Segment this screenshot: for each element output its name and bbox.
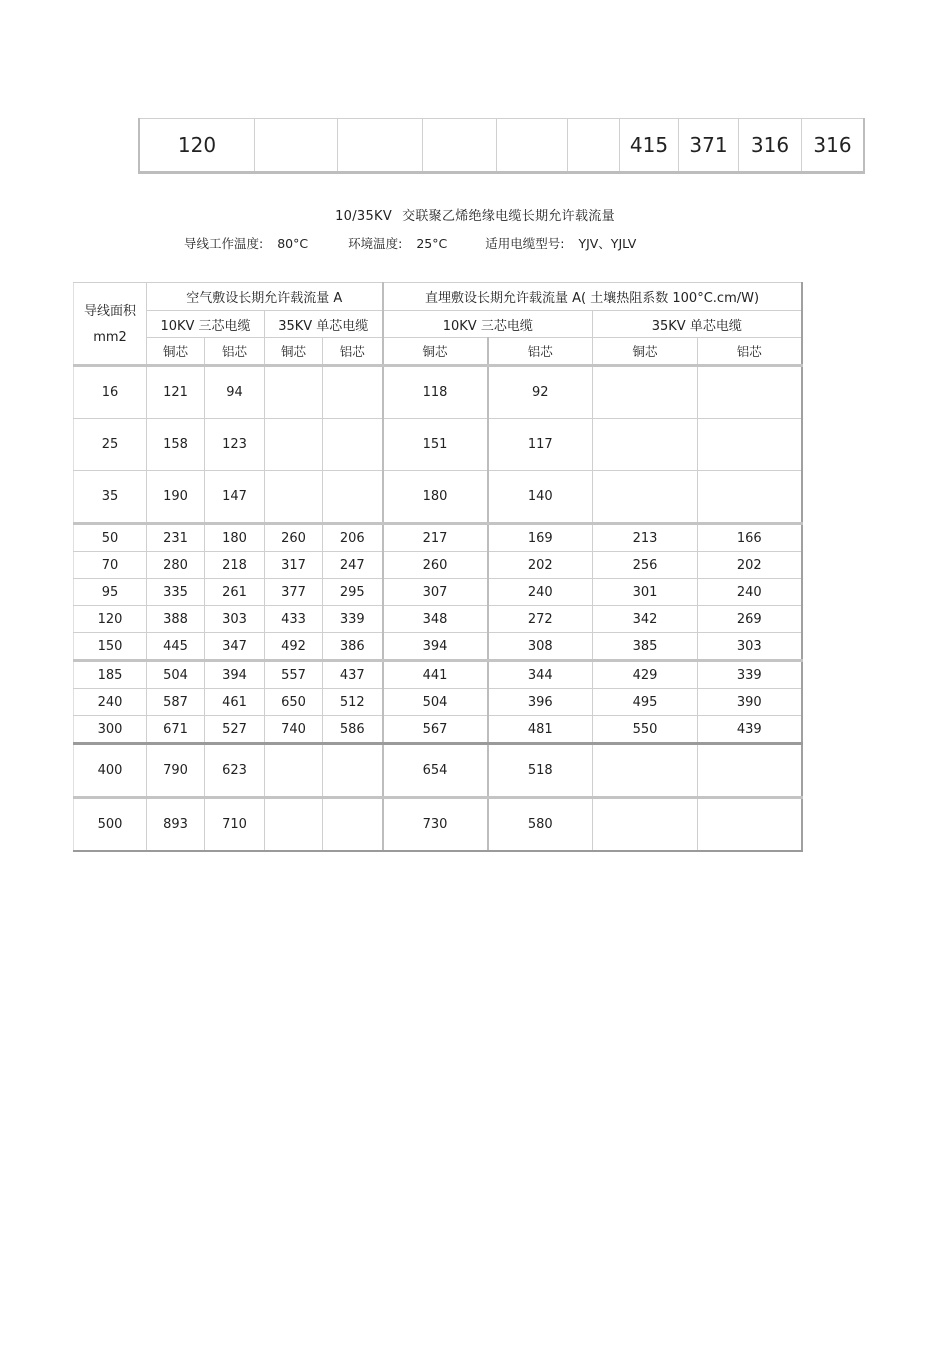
value-cell — [265, 366, 323, 419]
value-cell: 180 — [205, 524, 265, 552]
table-row — [74, 524, 802, 552]
value-cell: 180 — [383, 471, 488, 524]
cable-type-label: 适用电缆型号: — [485, 236, 565, 251]
value-cell: 339 — [698, 661, 802, 689]
header-row-3 — [74, 338, 802, 366]
value-cell: 307 — [383, 579, 488, 606]
table-title — [0, 205, 950, 224]
area-header — [74, 283, 147, 366]
sub-header: 铜芯 — [147, 338, 205, 366]
value-cell: 295 — [323, 579, 383, 606]
sub-header: 铜芯 — [383, 338, 488, 366]
sub-header: 铝芯 — [488, 338, 593, 366]
table-row — [74, 579, 802, 606]
area-header-label: 导线面积 — [83, 304, 136, 319]
value-cell: 439 — [698, 716, 802, 744]
area-cell: 95 — [74, 579, 147, 606]
sub-header: 铝芯 — [323, 338, 383, 366]
top-cell — [338, 119, 423, 173]
value-cell: 518 — [488, 744, 593, 798]
value-cell: 671 — [147, 716, 205, 744]
table-row — [74, 471, 802, 524]
value-cell: 202 — [488, 552, 593, 579]
value-cell — [593, 471, 698, 524]
area-cell: 300 — [74, 716, 147, 744]
value-cell: 587 — [147, 689, 205, 716]
table-row — [74, 419, 802, 471]
value-cell: 388 — [147, 606, 205, 633]
sub-header: 铝芯 — [698, 338, 802, 366]
value-cell: 461 — [205, 689, 265, 716]
conditions-line — [184, 234, 636, 252]
value-cell: 335 — [147, 579, 205, 606]
value-cell: 218 — [205, 552, 265, 579]
value-cell: 166 — [698, 524, 802, 552]
value-cell: 213 — [593, 524, 698, 552]
table-row — [74, 606, 802, 633]
value-cell: 240 — [488, 579, 593, 606]
value-cell — [698, 798, 802, 852]
value-cell: 654 — [383, 744, 488, 798]
buried-group-header: 直埋敷设长期允许载流量 A( 土壤热阻系数 100°C.cm/W) — [383, 283, 802, 311]
value-cell: 348 — [383, 606, 488, 633]
area-cell: 150 — [74, 633, 147, 661]
area-cell: 16 — [74, 366, 147, 419]
top-fragment-row — [139, 119, 864, 173]
value-cell: 280 — [147, 552, 205, 579]
value-cell: 730 — [383, 798, 488, 852]
value-cell — [265, 798, 323, 852]
value-cell: 117 — [488, 419, 593, 471]
area-cell: 35 — [74, 471, 147, 524]
area-cell: 400 — [74, 744, 147, 798]
value-cell: 147 — [205, 471, 265, 524]
header-row-2 — [74, 311, 802, 338]
value-cell: 481 — [488, 716, 593, 744]
top-fragment-table — [138, 118, 865, 174]
value-cell: 151 — [383, 419, 488, 471]
value-cell: 512 — [323, 689, 383, 716]
value-cell: 347 — [205, 633, 265, 661]
value-cell: 580 — [488, 798, 593, 852]
value-cell: 344 — [488, 661, 593, 689]
work-temp-value: 80°C — [277, 236, 309, 251]
value-cell — [323, 366, 383, 419]
ampacity-table — [73, 282, 803, 852]
top-cell — [497, 119, 568, 173]
value-cell — [698, 366, 802, 419]
area-cell: 240 — [74, 689, 147, 716]
value-cell: 386 — [323, 633, 383, 661]
value-cell: 217 — [383, 524, 488, 552]
value-cell: 123 — [205, 419, 265, 471]
value-cell — [323, 419, 383, 471]
buried-10kv-header: 10KV 三芯电缆 — [383, 311, 593, 338]
value-cell — [323, 471, 383, 524]
air-group-header: 空气敷设长期允许载流量 A — [147, 283, 383, 311]
table-body — [74, 366, 802, 852]
area-cell: 120 — [74, 606, 147, 633]
value-cell: 158 — [147, 419, 205, 471]
area-cell: 25 — [74, 419, 147, 471]
sub-header: 铜芯 — [593, 338, 698, 366]
table-row — [74, 716, 802, 744]
value-cell — [265, 419, 323, 471]
value-cell: 390 — [698, 689, 802, 716]
value-cell: 261 — [205, 579, 265, 606]
value-cell: 492 — [265, 633, 323, 661]
value-cell: 231 — [147, 524, 205, 552]
value-cell: 445 — [147, 633, 205, 661]
area-cell: 500 — [74, 798, 147, 852]
top-cell: 120 — [139, 119, 255, 173]
value-cell: 169 — [488, 524, 593, 552]
value-cell: 586 — [323, 716, 383, 744]
value-cell: 396 — [488, 689, 593, 716]
value-cell: 303 — [205, 606, 265, 633]
air-10kv-header: 10KV 三芯电缆 — [147, 311, 265, 338]
env-temp-label: 环境温度: — [348, 236, 403, 251]
top-cell — [255, 119, 338, 173]
value-cell: 202 — [698, 552, 802, 579]
value-cell: 710 — [205, 798, 265, 852]
top-cell: 371 — [679, 119, 739, 173]
sub-header: 铜芯 — [265, 338, 323, 366]
value-cell: 495 — [593, 689, 698, 716]
value-cell: 240 — [698, 579, 802, 606]
value-cell: 650 — [265, 689, 323, 716]
value-cell: 394 — [383, 633, 488, 661]
value-cell: 301 — [593, 579, 698, 606]
value-cell: 550 — [593, 716, 698, 744]
value-cell: 504 — [383, 689, 488, 716]
value-cell: 121 — [147, 366, 205, 419]
value-cell: 317 — [265, 552, 323, 579]
value-cell — [593, 744, 698, 798]
value-cell — [593, 419, 698, 471]
value-cell — [698, 419, 802, 471]
table-row — [74, 552, 802, 579]
value-cell: 441 — [383, 661, 488, 689]
value-cell: 140 — [488, 471, 593, 524]
value-cell — [323, 744, 383, 798]
value-cell: 190 — [147, 471, 205, 524]
top-cell: 316 — [802, 119, 865, 173]
table-row — [74, 661, 802, 689]
table-row — [74, 366, 802, 419]
value-cell: 385 — [593, 633, 698, 661]
value-cell: 260 — [383, 552, 488, 579]
top-cell — [568, 119, 620, 173]
buried-35kv-header: 35KV 单芯电缆 — [593, 311, 802, 338]
value-cell: 94 — [205, 366, 265, 419]
value-cell: 429 — [593, 661, 698, 689]
value-cell — [593, 366, 698, 419]
cable-type-value: YJV、YJLV — [578, 236, 637, 251]
value-cell: 394 — [205, 661, 265, 689]
value-cell: 504 — [147, 661, 205, 689]
value-cell: 433 — [265, 606, 323, 633]
area-cell: 70 — [74, 552, 147, 579]
value-cell: 206 — [323, 524, 383, 552]
value-cell: 342 — [593, 606, 698, 633]
top-cell: 415 — [620, 119, 679, 173]
value-cell: 567 — [383, 716, 488, 744]
area-cell: 185 — [74, 661, 147, 689]
value-cell — [698, 471, 802, 524]
value-cell: 527 — [205, 716, 265, 744]
table-row — [74, 744, 802, 798]
value-cell: 437 — [323, 661, 383, 689]
value-cell — [265, 471, 323, 524]
top-cell — [423, 119, 497, 173]
table-row — [74, 798, 802, 852]
value-cell: 269 — [698, 606, 802, 633]
value-cell: 118 — [383, 366, 488, 419]
value-cell: 377 — [265, 579, 323, 606]
air-35kv-header: 35KV 单芯电缆 — [265, 311, 383, 338]
area-cell: 50 — [74, 524, 147, 552]
value-cell — [593, 798, 698, 852]
value-cell: 790 — [147, 744, 205, 798]
value-cell: 247 — [323, 552, 383, 579]
value-cell: 740 — [265, 716, 323, 744]
title-text: 交联聚乙烯绝缘电缆长期允许载流量 — [402, 209, 615, 224]
value-cell — [698, 744, 802, 798]
value-cell: 92 — [488, 366, 593, 419]
work-temp-label: 导线工作温度: — [184, 236, 264, 251]
value-cell: 623 — [205, 744, 265, 798]
table-row — [74, 633, 802, 661]
area-header-unit: mm2 — [93, 330, 127, 345]
table-row — [74, 689, 802, 716]
value-cell: 272 — [488, 606, 593, 633]
value-cell: 893 — [147, 798, 205, 852]
value-cell: 303 — [698, 633, 802, 661]
value-cell: 557 — [265, 661, 323, 689]
value-cell: 339 — [323, 606, 383, 633]
sub-header: 铝芯 — [205, 338, 265, 366]
value-cell: 256 — [593, 552, 698, 579]
header-row-1 — [74, 283, 802, 311]
title-voltage: 10/35KV — [335, 209, 393, 224]
value-cell — [265, 744, 323, 798]
top-cell: 316 — [739, 119, 802, 173]
value-cell: 308 — [488, 633, 593, 661]
value-cell: 260 — [265, 524, 323, 552]
env-temp-value: 25°C — [416, 236, 448, 251]
value-cell — [323, 798, 383, 852]
